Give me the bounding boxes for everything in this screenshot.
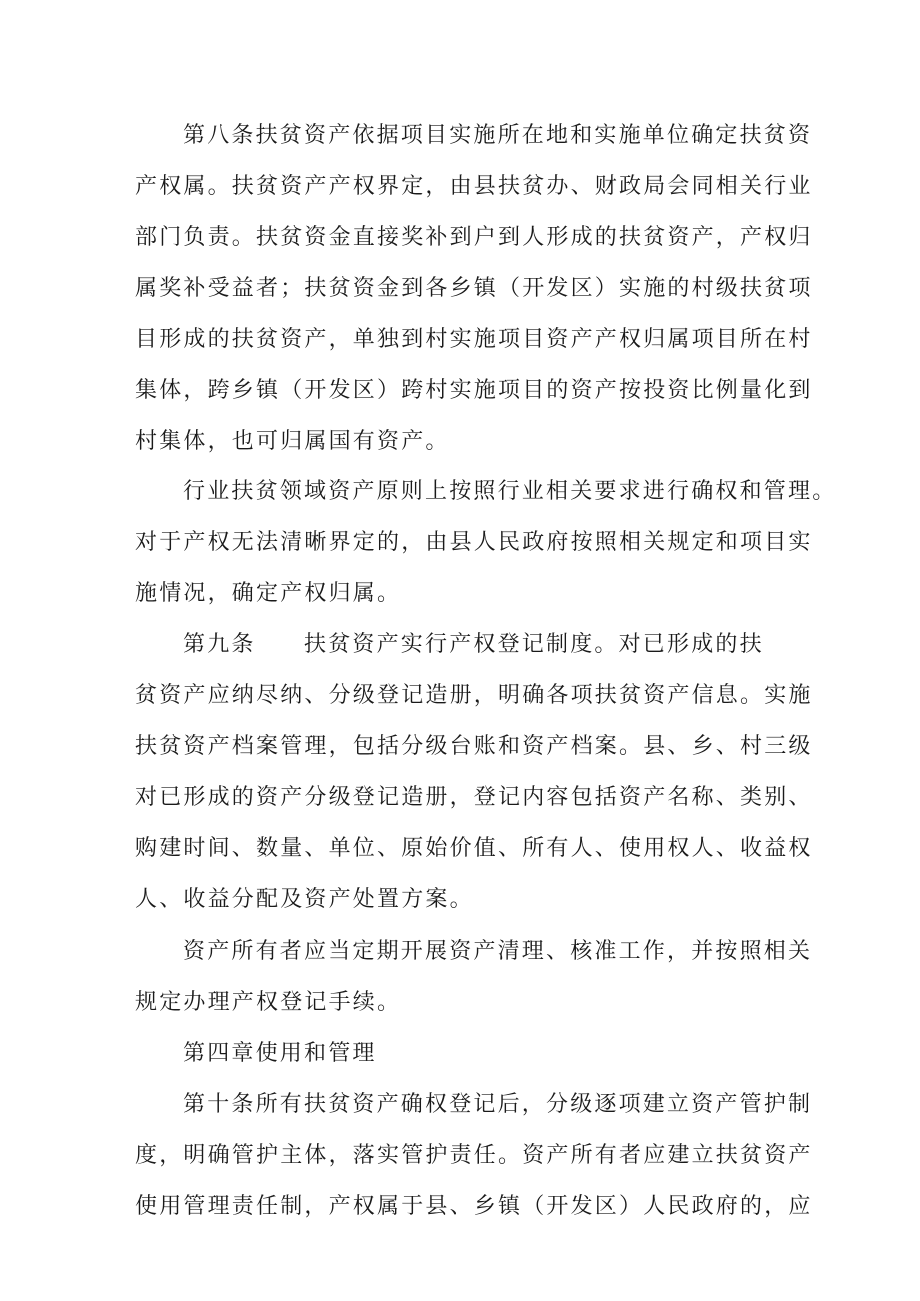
article-10-line: 第十条所有扶贫资产确权登记后，分级逐项建立资产管护制 (183, 1092, 813, 1117)
article-9-line: 购建时间、数量、单位、原始价值、所有人、使用权人、收益权 (135, 836, 813, 861)
article-8-line: 村集体，也可归属国有资产。 (135, 429, 450, 454)
chapter-4-heading: 第四章使用和管理 (183, 1041, 377, 1066)
industry-line: 施情况，确定产权归属。 (135, 581, 402, 606)
article-9-paragraph (135, 619, 815, 925)
owner-duty-line: 规定办理产权登记手续。 (135, 990, 402, 1015)
article-9-line: 人、收益分配及资产处置方案。 (135, 887, 474, 912)
article-8-paragraph (135, 110, 815, 467)
article-9-line: 第九条 扶贫资产实行产权登记制度。对已形成的扶 (183, 632, 764, 657)
article-9-line: 贫资产应纳尽纳、分级登记造册，明确各项扶贫资产信息。实施 (135, 683, 813, 708)
industry-line: 行业扶贫领域资产原则上按照行业相关要求进行确权和管理。 (183, 479, 837, 504)
article-10-paragraph (135, 1079, 815, 1232)
article-8-line: 第八条扶贫资产依据项目实施所在地和实施单位确定扶贫资 (183, 123, 813, 148)
article-9-line: 扶贫资产档案管理，包括分级台账和资产档案。县、乡、村三级 (135, 734, 813, 759)
article-10-line: 使用管理责任制，产权属于县、乡镇（开发区）人民政府的，应 (135, 1194, 813, 1219)
industry-assets-paragraph (135, 466, 837, 619)
owner-duty-paragraph (135, 926, 815, 1028)
article-9-line: 对已形成的资产分级登记造册，登记内容包括资产名称、类别、 (135, 785, 813, 810)
article-8-line: 部门负责。扶贫资金直接奖补到户到人形成的扶贫资产，产权归 (135, 225, 813, 250)
article-8-line: 属奖补受益者；扶贫资金到各乡镇（开发区）实施的村级扶贫项 (135, 276, 813, 301)
industry-line: 对于产权无法清晰界定的，由县人民政府按照相关规定和项目实 (135, 530, 813, 555)
article-8-line: 产权属。扶贫资产产权界定，由县扶贫办、财政局会同相关行业 (135, 174, 813, 199)
article-8-line: 目形成的扶贫资产，单独到村实施项目资产产权归属项目所在村 (135, 327, 813, 352)
article-10-line: 度，明确管护主体，落实管护责任。资产所有者应建立扶贫资产 (135, 1143, 813, 1168)
owner-duty-line: 资产所有者应当定期开展资产清理、核准工作，并按照相关 (183, 939, 813, 964)
article-8-line: 集体，跨乡镇（开发区）跨村实施项目的资产按投资比例量化到 (135, 378, 813, 403)
